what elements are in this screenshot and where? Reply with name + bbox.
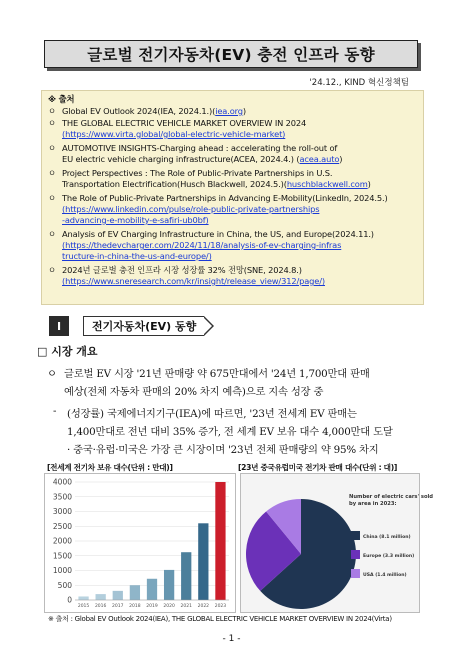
legend-label: USA (1.4 million) [363, 573, 407, 578]
y-tick-label: 500 [57, 580, 72, 590]
bar [78, 596, 88, 600]
x-tick-label: 2022 [197, 604, 210, 609]
y-tick-label: 2500 [52, 521, 72, 531]
x-tick-label: 2018 [129, 604, 141, 609]
x-tick-label: 2020 [163, 604, 175, 609]
source-item: ㅇ Global EV Outlook 2024(IEA, 2024.1.)(iea.org) [48, 106, 246, 116]
dateline: '24.12., KIND 혁신정책팀 [309, 78, 409, 88]
y-tick-label: 3500 [52, 492, 72, 502]
source-item: ㅇ 2024년 글로벌 충전 인프라 시장 성장률 32% 전망(SNE, 2024.8.) [48, 265, 302, 275]
body-paragraph: 예상(전체 자동차 판매의 20% 차지 예측)으로 지속 성장 중 [64, 386, 324, 398]
source-item: ㅇ THE GLOBAL ELECTRIC VEHICLE MARKET OVERVIEW IN 2024 [48, 118, 307, 128]
legend-swatch [351, 550, 360, 559]
chart-caption-left: [전세계 전기차 보유 대수(단위 : 만대)] [47, 463, 173, 472]
y-tick-label: 1500 [52, 551, 72, 561]
section-header [49, 316, 214, 336]
bar [198, 523, 208, 600]
body-bullet: ㅇ [47, 368, 57, 380]
bar-chart [45, 474, 235, 612]
source-link[interactable]: iea.org [215, 106, 243, 116]
sources-box: ※ 출처 ㅇ Global EV Outlook 2024(IEA, 2024.1.)(iea.org) ㅇ THE GLOBAL ELECTRIC VEHICLE MARKET OVERVIEW IN 2024 (https://www.virta.global/global-electric-vehicle-market) ㅇ AUTOMOTIVE INSIGHTS-Charging ahead : accelerating the roll-out of EU electric vehicle charging infrastructure(ACEA, 2024.4.) (acea.auto) ㅇ Project Perspectives : The Role of Public-Private Partnerships in U.S. Transportation Electrification(Husch Blackwell, 2024.5.)(huschblackwell.com) ㅇ The Role of Public-Private Partnerships in Advancing E-Mobility(LinkedIn, 2024.5.) (https://www.linkedin.com/pulse/role-public-private-partnerships -advancing-e-mobility-e-safiri-ub0bf) ㅇ Analysis of EV Charging Infrastructure in China, the US, and Europe(2024.11.) (https://thedevcharger.com/2024/11/18/analysis-of-ev-charging-infras tructure-in-china-the-us-and-europe/) ㅇ 2024년 글로벌 충전 인프라 시장 성장률 32% 전망(SNE, 2024.8.) (https://www.sneresearch.com/kr/insight/release_view/312/page/) [41, 90, 424, 305]
source-item: ㅇ Analysis of EV Charging Infrastructure in China, the US, and Europe(2024.11.) [48, 229, 374, 239]
y-tick-label: 2000 [52, 536, 72, 546]
y-tick-label: 0 [67, 595, 72, 605]
source-link[interactable]: tructure-in-china-the-us-and-europe/) [62, 251, 212, 261]
page-title: 글로벌 전기자동차(EV) 충전 인프라 동향 [44, 40, 418, 68]
legend-label: China (8.1 million) [363, 535, 411, 540]
pie-chart [241, 474, 434, 612]
source-item: ㅇ The Role of Public-Private Partnerships in Advancing E-Mobility(LinkedIn, 2024.5.) [48, 193, 388, 203]
chart-caption-right: [23년 중국유럽미국 전기차 판매 대수(단위 : 대)] [238, 463, 398, 472]
source-link[interactable]: (https://thedevcharger.com/2024/11/18/analysis-of-ev-charging-infras [62, 240, 342, 250]
x-tick-label: 2021 [180, 604, 192, 609]
source-link[interactable]: (https://www.linkedin.com/pulse/role-public-private-partnerships [62, 204, 320, 214]
bar-chart-panel [44, 473, 236, 613]
body-paragraph: 1,400만대로 전년 대비 35% 증가, 전 세계 EV 보유 대수 4,000만대 도달 [67, 426, 393, 438]
section-number: Ⅰ [49, 316, 69, 336]
y-tick-label: 3000 [52, 507, 72, 516]
source-link[interactable]: -advancing-e-mobility-e-safiri-ub0bf) [62, 215, 209, 225]
bar [164, 570, 174, 600]
pie-title: Number of electric cars' sold by area in 2023: [349, 494, 434, 507]
bar [147, 579, 157, 600]
bar [113, 591, 123, 600]
body-paragraph: 글로벌 EV 시장 '21년 판매량 약 675만대에서 '24년 1,700만대 판매 [64, 368, 370, 380]
subsection-title: □ 시장 개요 [37, 345, 98, 358]
source-item: ㅇ AUTOMOTIVE INSIGHTS-Charging ahead : accelerating the roll-out of [48, 143, 338, 153]
legend-swatch [351, 531, 360, 540]
legend-swatch [351, 569, 360, 578]
x-tick-label: 2017 [112, 604, 124, 609]
source-link[interactable]: (https://www.virta.global/global-electric-vehicle-market) [62, 129, 286, 139]
sources-heading: ※ 출처 [48, 94, 75, 104]
footnote: ※ 출처 : Global EV Outlook 2024(IEA), THE GLOBAL ELECTRIC VEHICLE MARKET OVERVIEW IN 2024(Virta) [48, 615, 392, 623]
body-dash: - [53, 405, 57, 417]
body-paragraph: · 중국·유럽·미국은 가장 큰 시장이며 '23년 전체 판매량의 약 95% 차지 [67, 444, 379, 456]
x-tick-label: 2016 [94, 604, 107, 609]
section-arrow [204, 316, 214, 336]
pie-chart-panel [240, 473, 434, 613]
bar [96, 594, 106, 600]
legend-label: Europe (3.3 million) [363, 554, 415, 559]
bar [130, 585, 140, 600]
section-title: 전기자동차(EV) 동향 [83, 316, 204, 336]
x-tick-label: 2019 [146, 604, 158, 609]
source-link[interactable]: acea.auto [299, 154, 340, 164]
source-link[interactable]: (https://www.sneresearch.com/kr/insight/release_view/312/page/) [62, 276, 325, 286]
x-tick-label: 2023 [214, 604, 227, 609]
y-tick-label: 4000 [52, 477, 72, 487]
bar [181, 552, 191, 600]
x-tick-label: 2015 [77, 604, 90, 609]
page-number: - 1 - [222, 634, 241, 644]
body-paragraph: (성장률) 국제에너지기구(IEA)에 따르면, '23년 전세계 EV 판매는 [67, 408, 357, 420]
source-link[interactable]: huschblackwell.com [286, 179, 368, 189]
source-item: ㅇ Project Perspectives : The Role of Public-Private Partnerships in U.S. [48, 168, 333, 178]
y-tick-label: 1000 [52, 566, 72, 575]
bar [215, 482, 225, 600]
